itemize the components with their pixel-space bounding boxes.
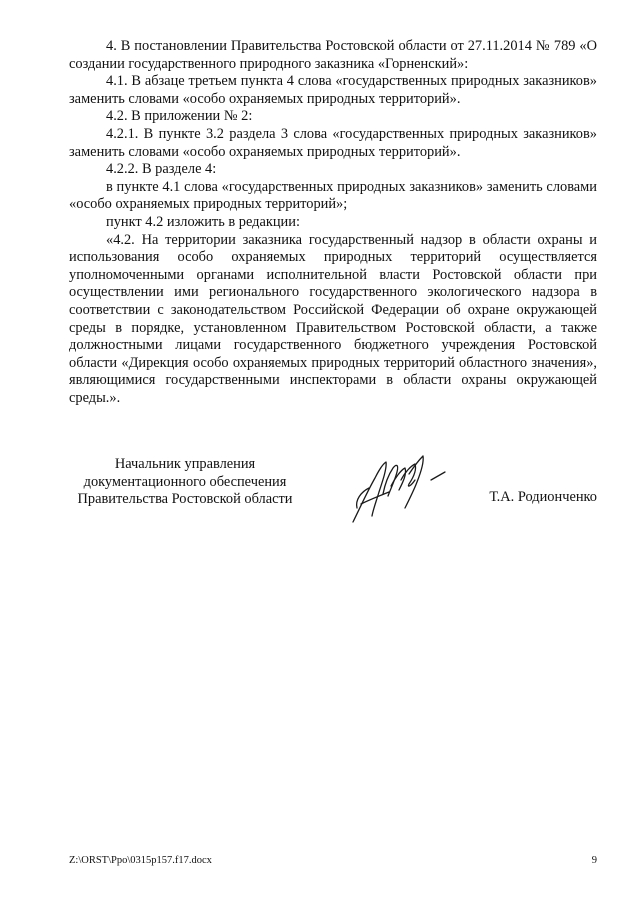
signature-block — [69, 456, 597, 536]
signatory-position — [69, 456, 301, 509]
document-body — [69, 38, 597, 407]
paragraph-4-2-2: 4.2.2. В разделе 4: — [106, 161, 217, 178]
signatory-name: Т.А. Родионченко — [489, 489, 597, 505]
footer-page-number: 9 — [591, 855, 597, 866]
paragraph-4-2-2-item-4-2: пункт 4.2 изложить в редакции: — [106, 213, 300, 230]
signatory-position-line: документационного обеспечения — [83, 473, 287, 490]
paragraph-4: 4. В постановлении Правительства Ростовской области от 27.11.2014 № 789 «О создании государственного природного заказника «Горненский»: — [69, 38, 597, 72]
paragraph-4-2-2-item-4-1: в пункте 4.1 слова «государственных природных заказников» заменить словами «особо охраняемых природных территорий»; — [69, 178, 597, 213]
signatory-position-line: Начальник управления — [114, 456, 256, 472]
signatory-position-line: Правительства Ростовской области — [77, 491, 293, 508]
footer-file-path: Z:\ORST\Ppo\0315p157.f17.docx — [69, 855, 212, 866]
handwritten-signature — [339, 450, 459, 530]
paragraph-4-1: 4.1. В абзаце третьем пункта 4 слова «государственных природных заказников» заменить словами «особо охраняемых природных территорий». — [69, 73, 597, 107]
paragraph-4-2-1: 4.2.1. В пункте 3.2 раздела 3 слова «государственных природных заказников» заменить словами «особо охраняемых природных территорий». — [69, 125, 597, 160]
paragraph-4-2: 4.2. В приложении № 2: — [106, 108, 253, 125]
paragraph-quoted-4-2: «4.2. На территории заказника государственный надзор в области охраны и использования особо охраняемых природных территорий осуществляется уполномоченными органами исполнительной власти Ростовской области при осуществлении ими регионального государственного экологического надзора в соответствии с законодательством Российской Федерации об охране окружающей среды в порядке, установленном Правительством Ростовской области, а также должностными лицами государственного бюджетного учреждения Ростовской области «Дирекция особо охраняемых природных территорий областного значения», являющимися государственными инспекторами в области охраны окружающей среды.». — [69, 231, 597, 406]
